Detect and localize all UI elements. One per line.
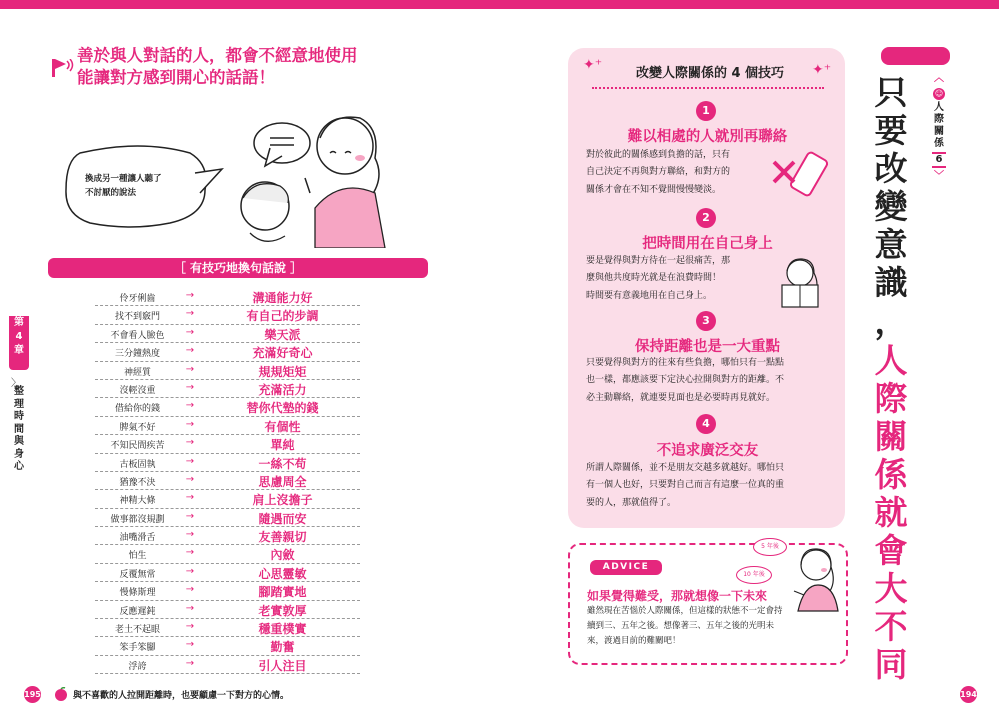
advice-title: 如果覺得難受，那就想像一下未來	[587, 589, 768, 603]
apple-icon	[54, 687, 68, 701]
arrow-icon: →	[185, 639, 195, 651]
series-number: 6	[932, 152, 946, 168]
tip-number: 1	[696, 101, 716, 121]
speech-bubble-text: 換成另一種讓人聽了 不討厭的說法	[85, 174, 162, 198]
tip-body: 所謂人際關係，並不是朋友交越多就越好。哪怕只 有一個人也好，只要對自己而言有這麼一位真的重 要的人，那就值得了。	[586, 463, 785, 508]
arrow-icon: →	[185, 418, 195, 430]
arrow-icon: →	[185, 455, 195, 467]
arrow-icon: →	[185, 584, 195, 596]
table-row: 反覆無常 → 心思靈敏	[95, 564, 360, 582]
table-row: 三分鐘熱度 → 充滿好奇心	[95, 343, 360, 361]
arrow-icon: →	[185, 473, 195, 485]
arrow-icon: →	[185, 437, 195, 449]
table-row: 借給你的錢 → 替你代墊的錢	[95, 398, 360, 416]
flag-icon	[52, 59, 74, 77]
table-row: 神精大條 → 肩上沒擔子	[95, 490, 360, 508]
table-row: 脾氣不好 → 有個性	[95, 417, 360, 435]
arrow-icon: →	[185, 657, 195, 669]
tip-body: 只要覺得與對方的往來有些負擔，哪怕只有一點點 也一樣，都應該要下定決心拉開與對方的距離。不 必主動聯絡，就連要見面也是必要時再見就好。	[586, 358, 785, 403]
tip-number: 4	[696, 414, 716, 434]
series-label: ︿ ☺ 人 際 關 係 6 ﹀	[924, 72, 954, 184]
arrow-icon: →	[185, 492, 195, 504]
table-row: 神經質 → 規規矩矩	[95, 362, 360, 380]
page-number-right: 194	[960, 686, 977, 703]
main-title: 只 要 改 變 意 識 ， 人 際 關 係 就 會 大 不 同	[874, 73, 908, 684]
table-row: 慢條斯理 → 腳踏實地	[95, 582, 360, 600]
sparkle-icon: ✦⁺	[583, 57, 603, 73]
table-row: 笨手笨腳 → 勤奮	[95, 637, 360, 655]
title-pill	[881, 47, 950, 65]
two-people-illustration	[210, 98, 405, 248]
arrow-icon: →	[185, 547, 195, 559]
arrow-icon: →	[185, 602, 195, 614]
table-row: 沒輕沒重 → 充滿活力	[95, 380, 360, 398]
chevron-down-icon: 〉	[11, 378, 21, 389]
tip-title: 把時間用在自己身上	[642, 236, 773, 252]
top-bar	[0, 0, 999, 9]
table-row: 古板固執 → 一絲不苟	[95, 454, 360, 472]
tip-body: 要是覺得與對方待在一起很痛苦，那 麼與他共度時光就是在浪費時間！ 時間要有意義地用在自己身上。	[586, 256, 731, 301]
arrow-icon: →	[185, 345, 195, 357]
thought-bubble: 10 年後	[736, 566, 772, 584]
table-row: 老土不起眼 → 穩重樸實	[95, 619, 360, 637]
table-title: ［ 有技巧地換句話說 ］	[48, 258, 428, 278]
arrow-icon: →	[185, 510, 195, 522]
advice-body: 雖然現在苦惱於人際關係，但這樣的狀態不一定會持 續到三、五年之後。想像著三、五年之後的光明未 來，渡過目前的難關吧！	[587, 606, 783, 646]
table-row: 猶豫不決 → 思慮周全	[95, 472, 360, 490]
table-row: 不會看人臉色 → 樂天派	[95, 325, 360, 343]
footer-text: 與不喜歡的人拉開距離時，也要顧慮一下對方的心情。	[73, 691, 290, 701]
tip-title: 保持距離也是一大重點	[635, 339, 780, 355]
tip-number: 3	[696, 311, 716, 331]
arrow-icon: →	[185, 326, 195, 338]
table-row: 怕生 → 內斂	[95, 545, 360, 563]
tip-title: 不追求廣泛交友	[656, 443, 759, 459]
arrow-icon: →	[185, 290, 195, 301]
advice-tag: ADVICE	[590, 560, 662, 575]
table-row: 不知民間疾苦 → 單純	[95, 435, 360, 453]
arrow-icon: →	[185, 308, 195, 320]
dotted-divider	[592, 87, 824, 89]
tip-title: 難以相處的人就別再聯絡	[627, 129, 788, 145]
table-row: 找不到竅門 → 有自己的步調	[95, 306, 360, 324]
chevron-up-icon: ︿	[934, 73, 944, 84]
tip-number: 2	[696, 208, 716, 228]
table-row: 油嘴滑舌 → 友善親切	[95, 527, 360, 545]
chevron-down-icon: ﹀	[934, 171, 944, 182]
crossed-phone-icon	[772, 150, 832, 200]
thinking-girl-illustration	[784, 543, 846, 613]
arrow-icon: →	[185, 381, 195, 393]
table-row: 伶牙俐齒 → 溝通能力好	[95, 288, 360, 306]
table-row: 浮誇 → 引人注目	[95, 656, 360, 674]
arrow-icon: →	[185, 565, 195, 577]
table-row: 反應遲鈍 → 老實敦厚	[95, 601, 360, 619]
arrow-icon: →	[185, 363, 195, 375]
page-headline: 善於與人對話的人，都會不經意地使用 能讓對方感到開心的話語！	[77, 46, 358, 87]
page-number-left: 195	[24, 686, 41, 703]
arrow-icon: →	[185, 621, 195, 633]
tip-body: 對於彼此的關係感到負擔的話，只有 自己決定不再與對方聯絡，和對方的 關係才會在不知不覺間慢慢變淡。	[586, 150, 731, 195]
chapter-tab: 第 4 章	[9, 316, 29, 370]
arrow-icon: →	[185, 529, 195, 541]
smile-icon: ☺	[934, 89, 944, 98]
sparkle-icon: ✦⁺	[812, 62, 832, 78]
chapter-subtitle: 整 理 時 間 與 身 心	[14, 386, 24, 472]
arrow-icon: →	[185, 400, 195, 412]
rephrase-table	[95, 288, 360, 674]
thought-bubble: 5 年後	[753, 538, 787, 556]
reading-girl-illustration	[776, 255, 826, 310]
table-row: 做事都沒規劃 → 隨遇而安	[95, 509, 360, 527]
tips-title: 改變人際關係的 4 個技巧	[635, 66, 785, 81]
